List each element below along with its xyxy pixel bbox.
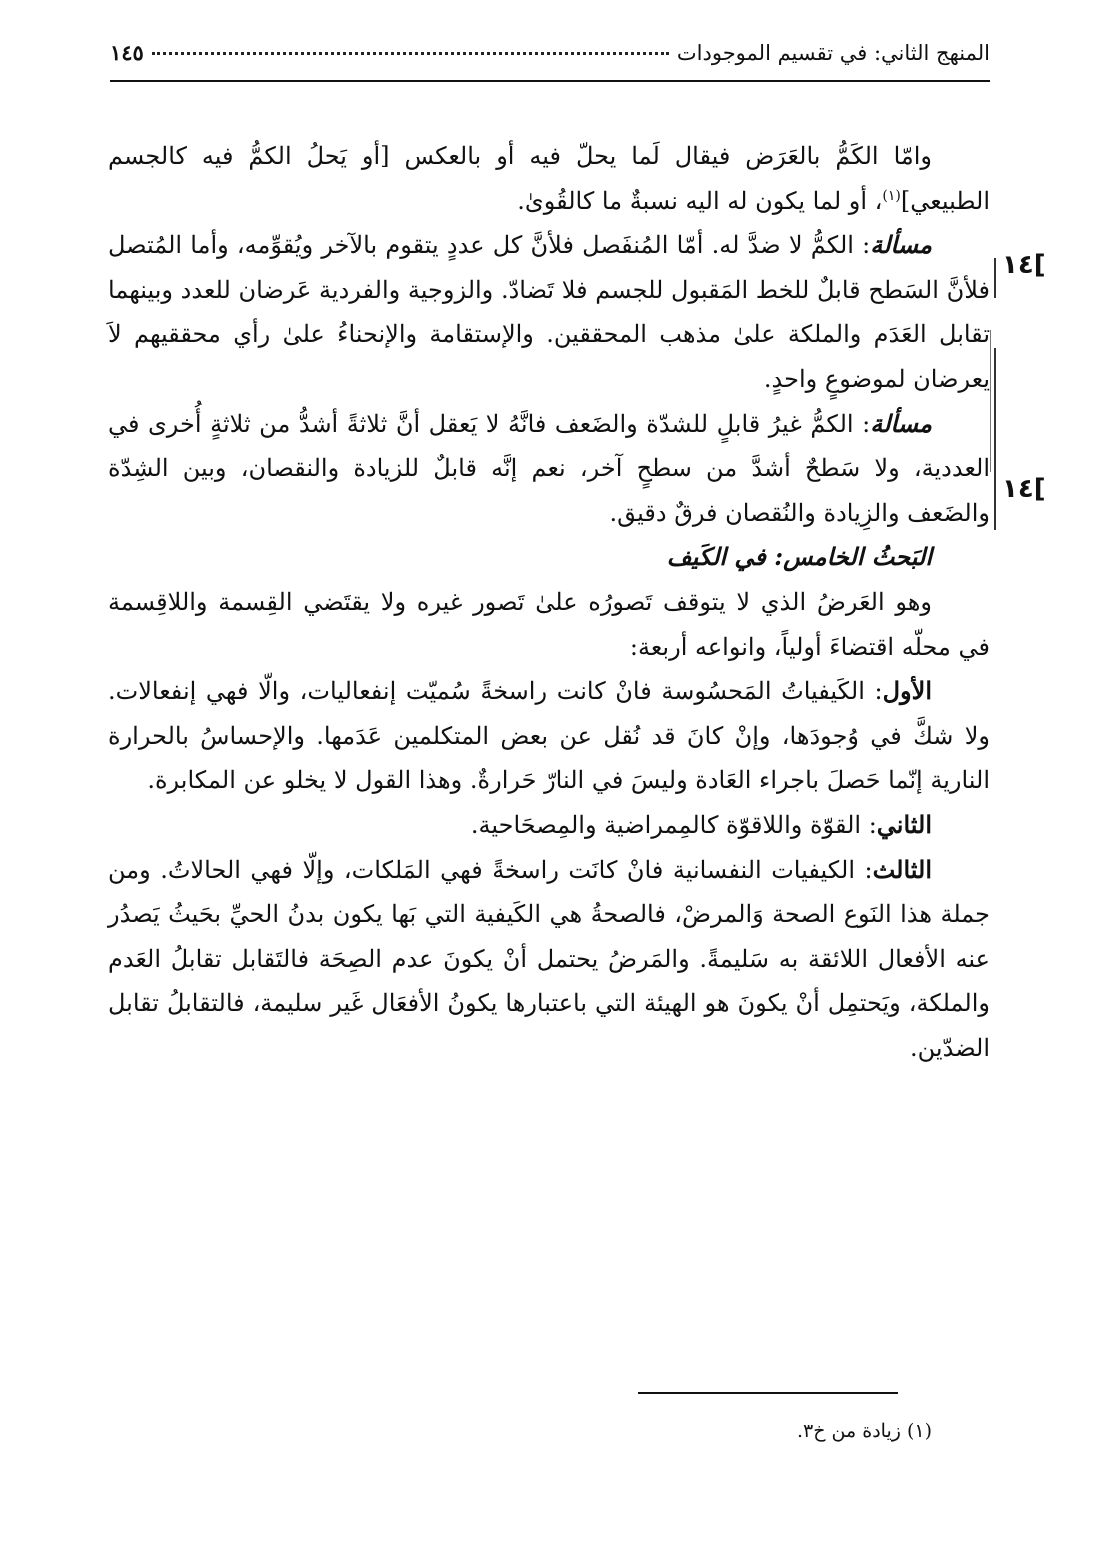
paragraph-2 <box>108 223 990 401</box>
margin-bar-3 <box>994 348 996 530</box>
section-heading: البَحثُ الخامس: في الكَيف <box>666 542 932 572</box>
paragraph-5-text: : الكَيفياتُ المَحسُوسة فانْ كانت راسخةً سُميّت إنفعاليات، والّا فهي إنفعالات. ولا شكَّ في وُجودَها، وإنْ كانَ قد نُقل عن بعض المتكلمين عَدَمها. والإحساسُ بالحرارة النارية إنّما حَصلَ باجراء العَادة وليسَ في النارّ حَرارةٌ. وهذا القول لا يخلو عن المكابرة. <box>108 677 990 795</box>
main-text <box>108 134 990 1070</box>
paragraph-5 <box>108 669 990 803</box>
paragraph-7-text: : الكيفيات النفسانية فانْ كانَت راسخةً فهي المَلكات، وإلّا فهي الحالاتُ. ومن جملة هذا النَوع الصحة وَالمرضْ، فالصحةُ هي الكَيفية التي بَها يكون بدنُ الحيِّ بحَيثُ يَصدُر عنه الأفعال اللائقة به سَليمةً. والمَرضُ يحتمل أنْ يكونَ عدم الصِحَة فالتَقابل تقابلُ العَدم والملكة، ويَحتمِل أنْ يكونَ هو الهيئة التي باعتبارها يكونُ الأفعَال غَير سليمة، فالتقابلُ تقابل الضدّين. <box>108 855 990 1062</box>
paragraph-7-label: الثالث <box>872 854 933 884</box>
paragraph-6-label: الثاني <box>876 809 932 839</box>
paragraph-1 <box>108 134 990 223</box>
paragraph-3 <box>108 402 990 536</box>
page-number: ١٤٥ <box>110 40 144 65</box>
paragraph-2-label: مسألة <box>870 230 932 260</box>
paragraph-4 <box>108 580 990 669</box>
margin-bar-1 <box>994 258 996 298</box>
paragraph-6 <box>108 803 990 848</box>
paragraph-7 <box>108 848 990 1071</box>
paragraph-1-text: وامّا الكَمُّ بالعَرَض فيقال لَما يحلّ فيه أو بالعكس [أو يَحلُ الكمُّ فيه كالجسم الطبيعي] <box>108 142 990 215</box>
margin-marker-2: ]١٤ <box>1002 474 1046 504</box>
paragraph-4-text: وهو العَرضُ الذي لا يتوقف تَصورُه علىٰ تَصور غيره ولا يقتَضي القِسمة واللاقِسمة في محلّه اقتضاءَ أولياً، وانواعه أربعة: <box>108 587 990 661</box>
paragraph-2-text: : الكمُّ لا ضدَّ له. أمّا المُنفَصل فلأنَّ كل عددٍ يتقوم بالآخر ويُقوِّمه، وأما المُتصل فلأنَّ السَطح قابلٌ للخط المَقبول للجسم فلا تَضادّ. والزوجية والفردية عَرضان للعدد وبينهما تقابل العَدَم والملكة علىٰ مذهب المحققين. والإستقامة والإنحناءُ علىٰ رأي محققيهم لاَ يعرضان لموضوعٍ واحدٍ. <box>108 231 990 393</box>
footnote-rule <box>638 1392 898 1394</box>
paragraph-6-text: : القوّة واللاقوّة كالمِمراضية والمِصحَاحية. <box>470 810 877 839</box>
paragraph-5-label: الأول <box>882 676 932 706</box>
paragraph-3-text: : الكمُّ غيرُ قابلٍ للشدّة والضَعف فانَّهُ لا يَعقل أنَّ ثلاثةً أشدُّ من ثلاثةٍ أُخرى في العددية، ولا سَطحٌ أشدَّ من سطحٍ آخر، نعم إنَّه قابلٌ للزيادة والنقصان، وبين الشِدّة والضَعف والزِيادة والنُقصان فرقٌ دقيق. <box>108 409 990 527</box>
margin-marker-1: ]١٤ <box>1002 250 1046 280</box>
header-title: المنهج الثاني: في تقسيم الموجودات <box>676 41 990 65</box>
header-rule <box>110 80 990 82</box>
footnote: (١) زيادة من خ٣. <box>796 1420 932 1442</box>
header-leader-dots <box>152 52 669 55</box>
paragraph-3-label: مسألة <box>870 408 932 438</box>
margin-bar-2 <box>990 330 991 472</box>
running-header <box>110 40 990 74</box>
paragraph-1-rest: ، أو لما يكون له اليه نسبةٌ ما كالقُوىٰ. <box>517 186 883 215</box>
footnote-ref: (١) <box>882 187 901 204</box>
